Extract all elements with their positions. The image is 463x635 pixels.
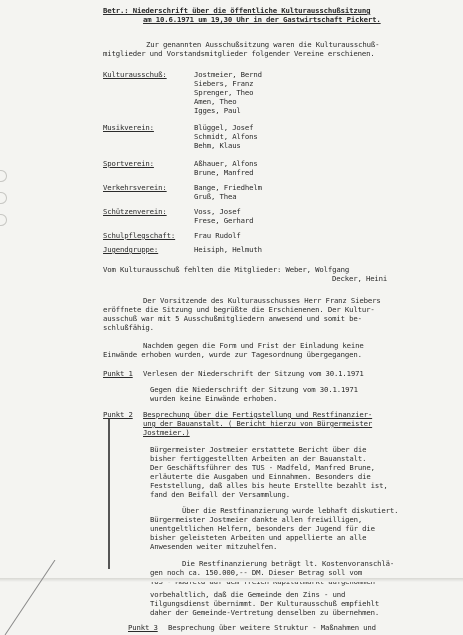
group-label-schuetzenverein: Schützenverein: <box>103 207 167 216</box>
member-name: Amen, Theo <box>194 97 237 106</box>
punkt-1-title: Verlesen der Niederschrift der Sitzung vom 30.1.1971 <box>143 369 364 378</box>
absent-line-2: Decker, Heini <box>332 274 388 283</box>
punkt-2-p2-line: Anwesenden weiter mitzuhelfen. <box>150 542 278 551</box>
punkt-3-label: Punkt 3 <box>128 623 158 632</box>
absent-line-1: Vom Kulturausschuß fehlten die Mitglieder: Weber, Wolfgang <box>103 265 350 274</box>
punkt-2-title-3: Jostmeier.) <box>143 428 190 437</box>
punkt-2-p3-line: Die Restfinanzierung beträgt lt. Kostenvoranschlä- <box>182 559 395 568</box>
punkt-2-p2-line: unentgeltlichen Helfern, besonders der Jugend für die <box>150 524 375 533</box>
punkt-2-p2-line: Bürgermeister Jostmeier dankte allen freiwilligen, <box>150 515 363 524</box>
opening-line-2: eröffnete die Sitzung und begrüßte die Erschienenen. Der Kultur- <box>103 305 375 314</box>
opening-line-3: ausschuß war mit 5 Ausschußmitgliedern anwesend und somit be- <box>103 314 362 323</box>
member-name: Schmidt, Alfons <box>194 132 258 141</box>
member-name: Voss, Josef <box>194 207 241 216</box>
punch-hole <box>0 214 7 226</box>
agenda-note-line-2: Einwände erhoben wurden, wurde zur Tagesordnung übergegangen. <box>103 350 362 359</box>
punkt-2-title-2: ung der Bauanstalt. ( Bericht hierzu von Bürgermeister <box>143 419 373 428</box>
punkt-2-p4-line: daher der Gemeinde-Vertretung denselben zu übernehmen. <box>150 608 380 617</box>
member-name: Bange, Friedhelm <box>194 183 262 192</box>
punkt-2-p3-line: gen noch ca. 150.000,-- DM. Dieser Betrag soll vom <box>150 568 363 577</box>
punkt-3-title: Besprechung über weitere Struktur - Maßnahmen und <box>168 623 376 632</box>
punkt-2-label: Punkt 2 <box>103 410 133 419</box>
punkt-2-p4-line: Tilgungsdienst übernimmt. Der Kulturausschuß empfiehlt <box>150 599 380 608</box>
member-name: Sprenger, Theo <box>194 88 254 97</box>
member-name: Siebers, Franz <box>194 79 254 88</box>
punkt-1-body-2: wurden keine Einwände erhoben. <box>150 394 278 403</box>
intro-line-2: mitglieder und Vorstandsmitglieder folgender Vereine erschienen. <box>103 49 375 58</box>
opening-line-4: schlußfähig. <box>103 323 154 332</box>
member-name: Gruß, Thea <box>194 192 237 201</box>
punch-hole <box>0 170 7 182</box>
header-line-1: Betr.: Niederschrift über die öffentliche Kulturausschußsitzung <box>103 6 371 15</box>
member-name: Jostmeier, Bernd <box>194 70 262 79</box>
member-name: Frese, Gerhard <box>194 216 254 225</box>
group-label-schulpflegschaft: Schulpflegschaft: <box>103 231 176 240</box>
punkt-2-p1-line: Der Geschäftsführer des TUS - Madfeld, Manfred Brune, <box>150 463 375 472</box>
group-label-verkehrsverein: Verkehrsverein: <box>103 183 167 192</box>
group-label-musikverein: Musikverein: <box>103 123 154 132</box>
punkt-2-p1-line: Feststellung, daß alles bis heute Erstellte bezahlt ist, <box>150 481 388 490</box>
header-line-2: am 10.6.1971 um 19,30 Uhr in der Gastwirtschaft Pickert. <box>143 15 381 24</box>
member-name: Blüggel, Josef <box>194 123 254 132</box>
group-label-jugendgruppe: Jugendgruppe: <box>103 245 159 254</box>
opening-line-1: Der Vorsitzende des Kulturausschusses Herr Franz Siebers <box>143 296 381 305</box>
punkt-1-label: Punkt 1 <box>103 369 133 378</box>
punkt-1-body-1: Gegen die Niederschrift der Sitzung vom 30.1.1971 <box>150 385 358 394</box>
member-name: Behm, Klaus <box>194 141 241 150</box>
punkt-2-p1-line: fand den Beifall der Versammlung. <box>150 490 291 499</box>
punch-hole <box>0 192 7 204</box>
punkt-2-p1-line: erläuterte die Ausgaben und Einnahmen. Besonders die <box>150 472 371 481</box>
group-label-sportverein: Sportverein: <box>103 159 154 168</box>
punkt-2-p4-line: vorbehaltlich, daß die Gemeinde den Zins - und <box>150 590 346 599</box>
margin-bar <box>108 419 110 569</box>
punkt-2-title-1: Besprechung über die Fertigstellung und Restfinanzier- <box>143 410 373 419</box>
member-name: Heisiph, Helmuth <box>194 245 262 254</box>
punkt-2-p1-line: Bürgermeister Jostmeier erstattete Bericht über die <box>150 445 367 454</box>
punkt-2-p2-line: bisher geleisteten Arbeiten und appellierte an alle <box>150 533 367 542</box>
pencil-stroke <box>0 560 60 635</box>
member-name: Frau Rudolf <box>194 231 241 240</box>
punkt-2-p2-line: Über die Restfinanzierung wurde lebhaft diskutiert. <box>182 506 399 515</box>
punkt-2-p1-line: bisher fertiggestellten Arbeiten an der Bauanstalt. <box>150 454 367 463</box>
member-name: Brune, Manfred <box>194 168 254 177</box>
intro-line-1: Zur genannten Ausschußsitzung waren die Kulturausschuß- <box>146 40 380 49</box>
group-label-kulturausschuss: Kulturausschuß: <box>103 70 167 79</box>
agenda-note-line-1: Nachdem gegen die Form und Frist der Einladung keine <box>143 341 364 350</box>
member-name: Aßhauer, Alfons <box>194 159 258 168</box>
page-fold <box>0 578 463 582</box>
member-name: Igges, Paul <box>194 106 241 115</box>
